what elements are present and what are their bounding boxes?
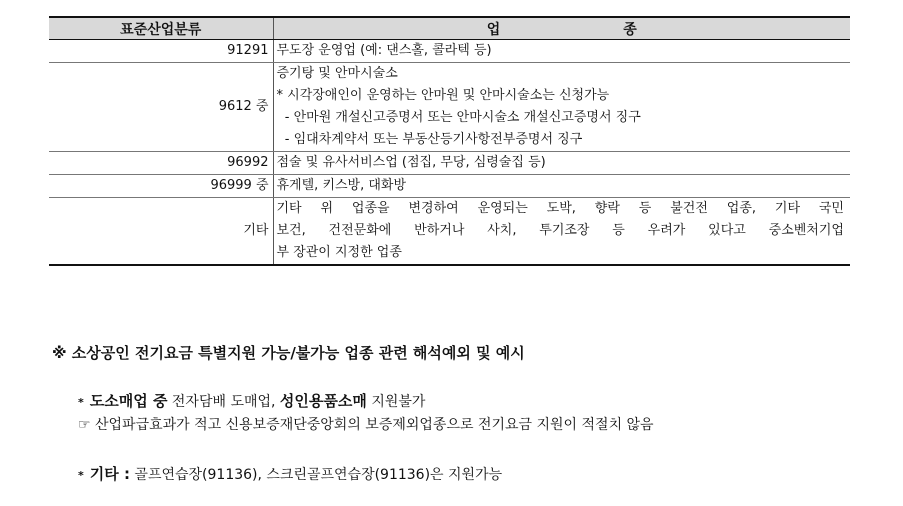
- excluded-business-table: [49, 16, 850, 266]
- business-type-cell: [273, 175, 850, 198]
- note-title: ※ 소상공인 전기요금 특별지원 가능/불가능 업종 관련 해석예외 및 예시: [52, 344, 525, 362]
- business-type-cell: [273, 63, 850, 152]
- table-row: [49, 63, 850, 152]
- note-item-bold-label: 성인용품소매: [279, 392, 367, 410]
- business-line: 보건, 건전문화에 반하거나 사치, 투기조장 등 우려가 있다고 중소벤처기업: [276, 223, 844, 238]
- note-item-text: 지원불가: [366, 394, 426, 410]
- note-item-wholesale: [78, 390, 425, 411]
- business-type-cell: [273, 40, 850, 63]
- industry-code-cell: 9612 중: [49, 63, 273, 152]
- business-type-cell: [273, 152, 850, 175]
- table-row: [49, 152, 850, 175]
- industry-code-cell: 96992: [49, 152, 273, 175]
- industry-code-cell: 96999 중: [49, 175, 273, 198]
- column-header-industry-code: 표준산업분류: [49, 17, 273, 40]
- note-item-bold-label: 도소매업 중: [89, 392, 168, 410]
- note-item-text: 골프연습장(91136), 스크린골프연습장(91136)은 지원가능: [129, 467, 503, 483]
- table-row: [49, 175, 850, 198]
- column-header-business-type: 업 종: [273, 17, 850, 40]
- table-row: [49, 198, 850, 266]
- business-line: - 임대차계약서 또는 부동산등기사항전부증명서 징구: [276, 132, 583, 147]
- business-line: 기타 위 업종을 변경하여 운영되는 도박, 향락 등 불건전 업종, 기타 국민: [276, 201, 844, 216]
- note-item-other: [78, 463, 502, 484]
- business-line: 휴게텔, 키스방, 대화방: [276, 178, 407, 193]
- business-line: - 안마원 개설신고증명서 또는 안마시술소 개설신고증명서 징구: [276, 110, 641, 125]
- note-item-bold-label: 기타 :: [89, 465, 130, 483]
- business-line: 무도장 운영업 (예: 댄스홀, 콜라텍 등): [276, 43, 492, 58]
- note-item-text: 전자담배 도매업,: [167, 394, 280, 410]
- business-line: 점술 및 유사서비스업 (점집, 무당, 심령술집 등): [276, 155, 546, 170]
- industry-code-cell: 91291: [49, 40, 273, 63]
- industry-code-cell: 기타: [49, 198, 273, 266]
- business-line: 증기탕 및 안마시술소: [276, 66, 398, 81]
- bullet-icon: *: [78, 469, 84, 482]
- bullet-icon: *: [78, 396, 84, 409]
- note-item-reason: ☞ 산업파급효과가 적고 신용보증재단중앙회의 보증제외업종으로 전기요금 지원이 적절치 않음: [78, 417, 654, 433]
- table-row: [49, 40, 850, 63]
- table-header-row: [49, 17, 850, 40]
- business-line: 부 장관이 지정한 업종: [276, 245, 402, 260]
- business-type-cell: [273, 198, 850, 266]
- business-line: * 시각장애인이 운영하는 안마원 및 안마시술소는 신청가능: [276, 88, 610, 103]
